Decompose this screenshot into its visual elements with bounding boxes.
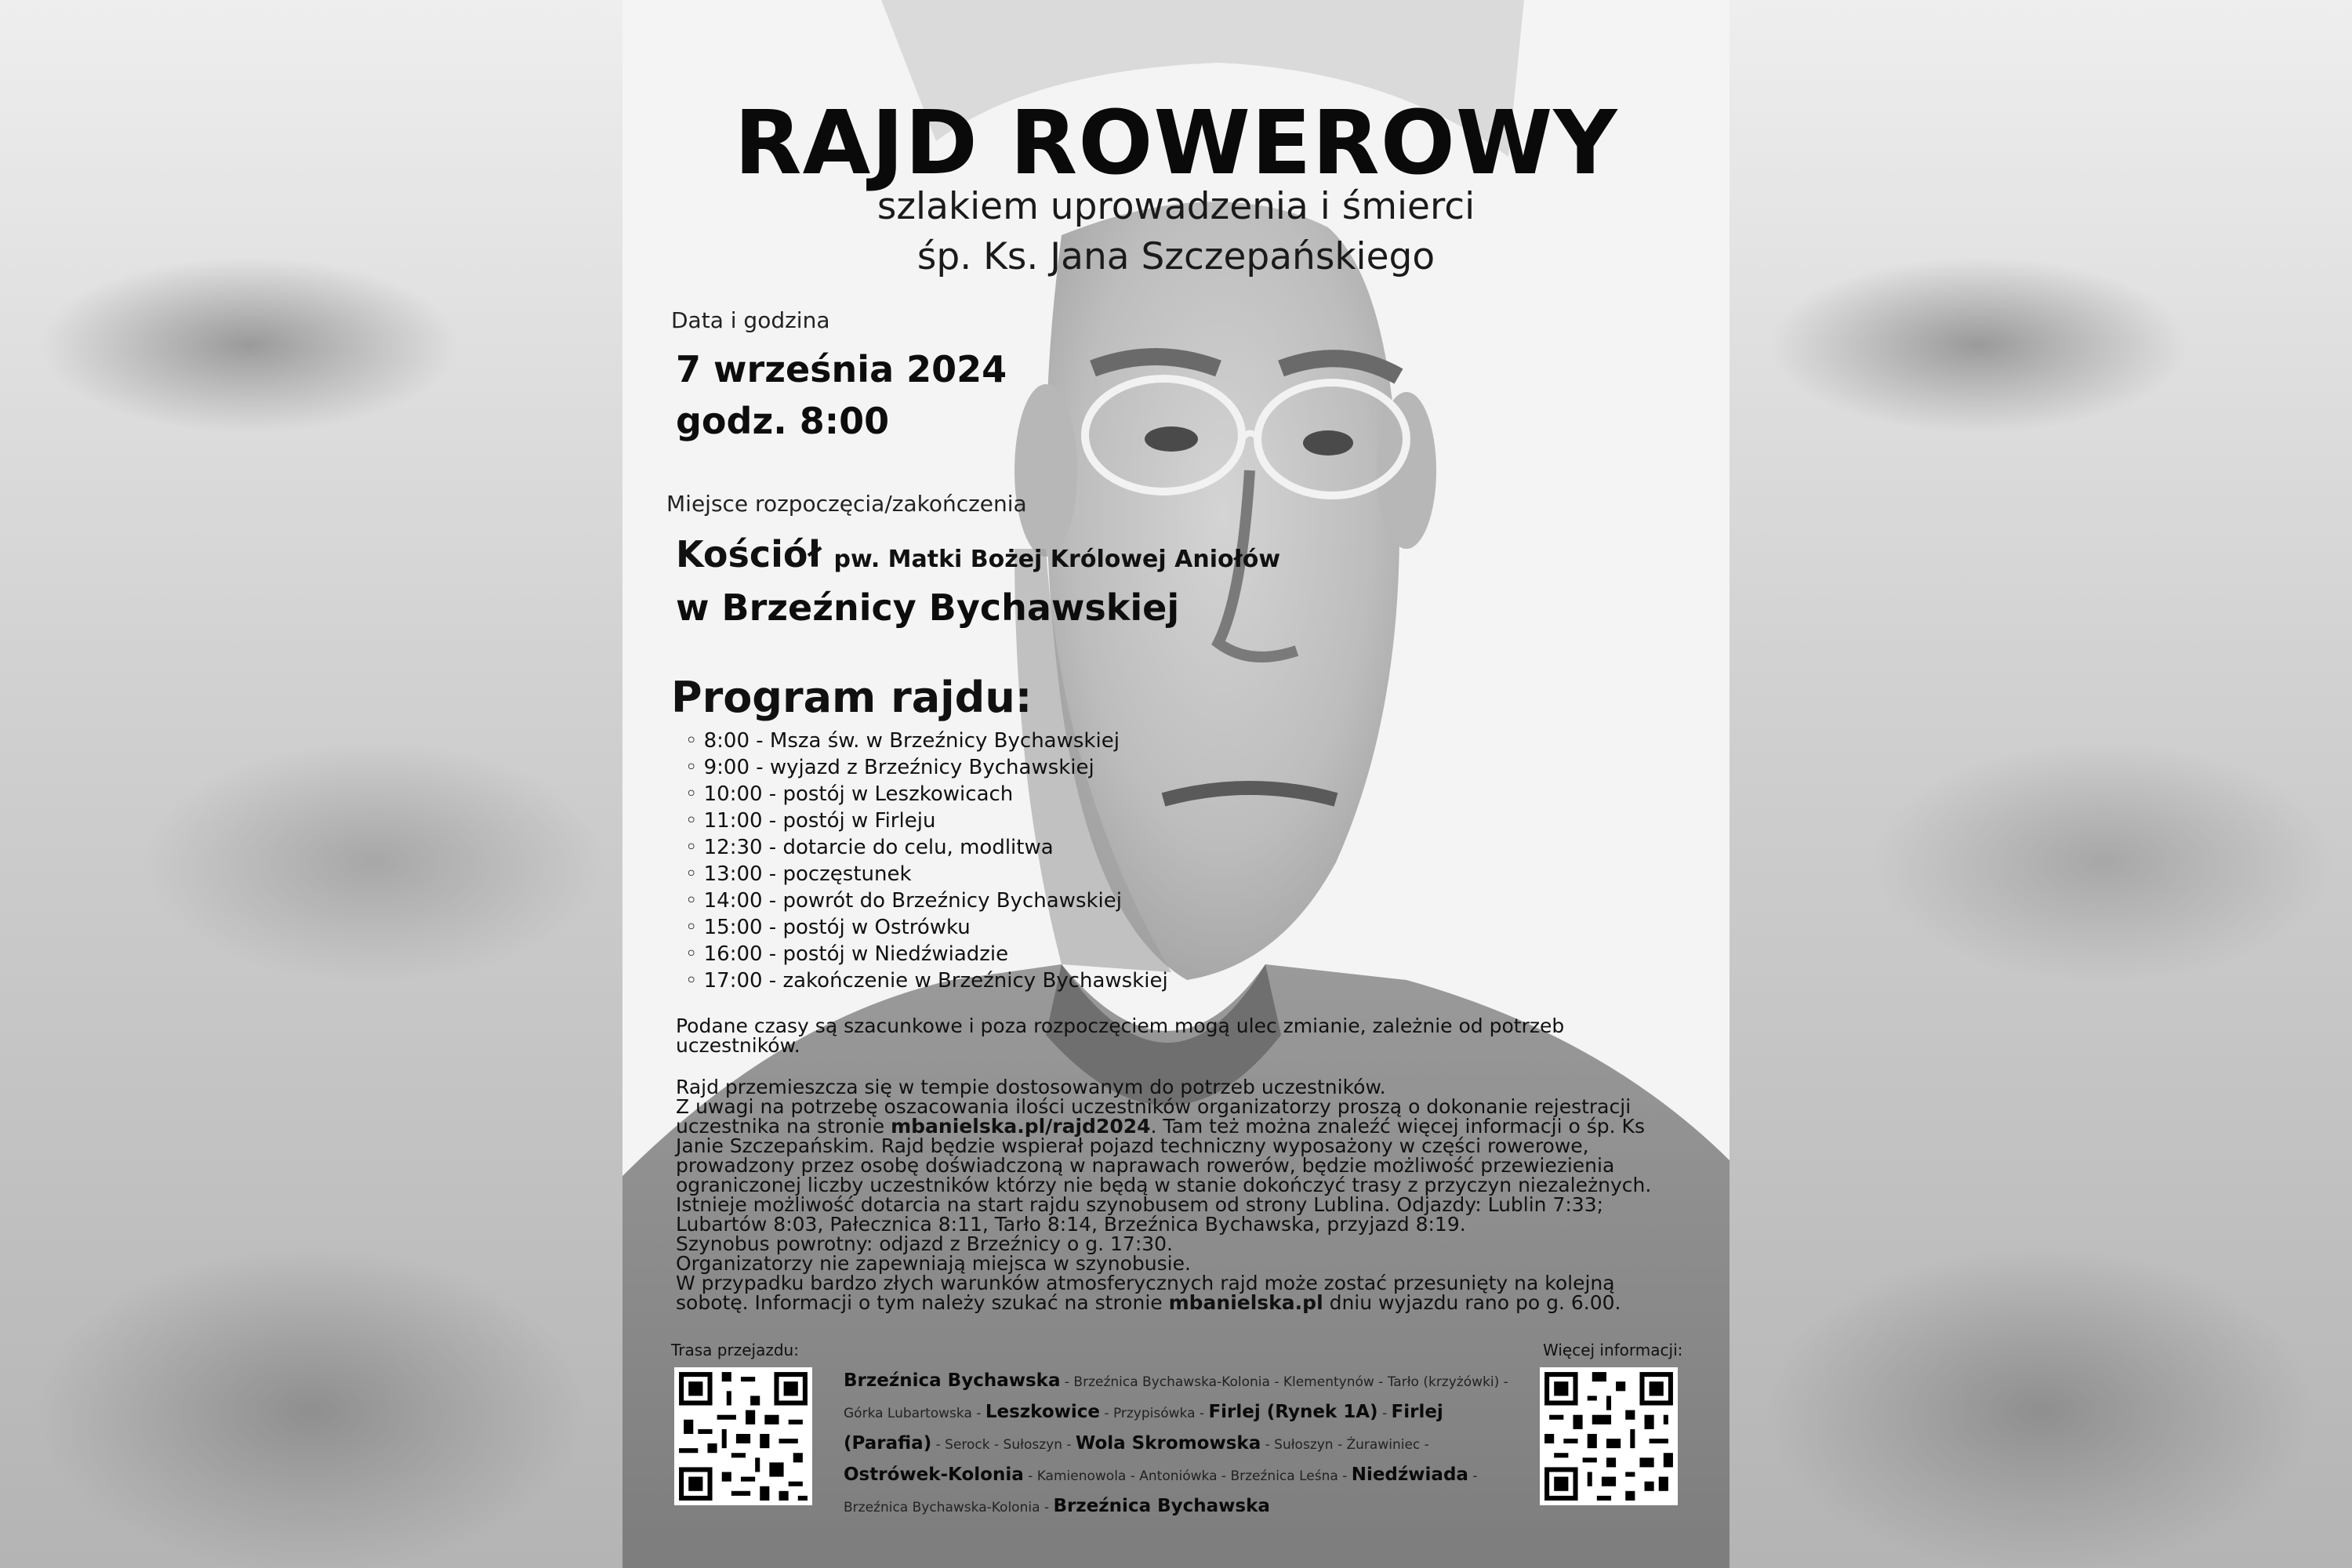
place-label: Miejsce rozpoczęcia/zakończenia: [666, 491, 1027, 517]
info-p5: Organizatorzy nie zapewniają miejsca w szynobusie.: [676, 1252, 1191, 1275]
route-stop: Firlej (Parafia): [844, 1402, 1443, 1454]
program-item: ◦ 9:00 - wyjazd z Brzeźnicy Bychawskiej: [685, 754, 1168, 781]
blurred-background-left: [0, 0, 622, 1568]
program-title: Program rajdu:: [671, 673, 1033, 722]
route-stop: Ostrówek-Kolonia: [844, 1465, 1024, 1485]
place-church-name: pw. Matki Bożej Królowej Aniołów: [833, 546, 1281, 573]
info-p6: W przypadku bardzo złych warunków atmosferycznych rajd może zostać przesunięty na kolejną sobotę. Informacji o tym należy szukać na stronie mbanielska.pl dniu wyjazdu rano po g. 6.00.: [676, 1272, 1621, 1314]
qr-code-info-icon[interactable]: [1540, 1367, 1678, 1505]
program-item: ◦ 12:30 - dotarcie do celu, modlitwa: [685, 834, 1168, 861]
date-label: Data i godzina: [671, 307, 830, 333]
info-qr-label: Więcej informacji:: [1543, 1341, 1683, 1359]
route-segment: - Sułoszyn - Żurawiniec -: [1261, 1437, 1429, 1453]
info-p4: Szynobus powrotny: odjazd z Brzeźnicy o g. 17:30.: [676, 1232, 1174, 1255]
program-item: ◦ 15:00 - postój w Ostrówku: [685, 914, 1168, 941]
poster-subtitle-line2: śp. Ks. Jana Szczepańskiego: [916, 235, 1436, 278]
route-segment: - Przypisówka -: [1100, 1406, 1209, 1421]
route-segment: - Brzeźnica Bychawska-Kolonia -: [844, 1468, 1478, 1515]
blurred-background-right: [1730, 0, 2352, 1568]
info-paragraphs: [676, 1077, 1679, 1312]
place-church-word: Kościół: [676, 533, 822, 575]
program-item: ◦ 16:00 - postój w Niedźwiadzie: [685, 941, 1168, 967]
registration-link[interactable]: mbanielska.pl/rajd2024: [891, 1115, 1151, 1138]
route-segment: - Kamienowola - Antoniówka - Brzeźnica Leśna -: [1023, 1468, 1352, 1484]
time-value: godz. 8:00: [676, 400, 890, 442]
route-stop: Leszkowice: [985, 1402, 1100, 1422]
route-stop: Niedźwiada: [1351, 1465, 1468, 1485]
info-p1: Rajd przemieszcza się w tempie dostosowanym do potrzeb uczestników.: [676, 1076, 1386, 1098]
route-qr-label: Trasa przejazdu:: [671, 1341, 799, 1359]
timing-note: Podane czasy są szacunkowe i poza rozpoczęciem mogą ulec zmianie, zależnie od potrzeb uczestników.: [676, 1014, 1565, 1057]
route-segment: - Serock - Sułoszyn -: [931, 1437, 1076, 1453]
route-description: [844, 1366, 1526, 1523]
program-item: ◦ 11:00 - postój w Firleju: [685, 808, 1168, 834]
route-stop: Firlej (Rynek 1A): [1208, 1402, 1378, 1422]
date-value: 7 września 2024: [676, 348, 1007, 390]
program-item: ◦ 17:00 - zakończenie w Brzeźnicy Bychawskiej: [685, 967, 1168, 994]
place-church: [676, 533, 1280, 575]
program-item: ◦ 8:00 - Msza św. w Brzeźnicy Bychawskiej: [685, 728, 1168, 754]
program-item: ◦ 13:00 - poczęstunek: [685, 861, 1168, 887]
poster: [622, 0, 1730, 1568]
program-list: [685, 728, 1168, 994]
route-stop: Brzeźnica Bychawska: [1053, 1496, 1270, 1516]
program-item: ◦ 14:00 - powrót do Brzeźnicy Bychawskiej: [685, 887, 1168, 914]
poster-title: RAJD ROWEROWY: [734, 93, 1618, 194]
route-segment: - Brzeźnica Bychawska-Kolonia - Klementynów - Tarło (krzyżówki) - Górka Lubartowska -: [844, 1374, 1508, 1421]
route-stop: Wola Skromowska: [1075, 1433, 1261, 1454]
route-segment: -: [1377, 1406, 1392, 1421]
info-p2: Z uwagi na potrzebę oszacowania ilości uczestników organizatorzy proszą o dokonanie rejestracji uczestnika na stronie mbanielska.pl/rajd2024. Tam też można znaleźć więcej informacji o śp. Ks Janie Szczepańskim. Rajd będzie wspierał pojazd techniczny wyposażony w części rowerowe, prowadzony przez osobę doświadczoną w naprawach rowerów, będzie możliwość przewiezienia ograniczonej liczby uczestników którzy nie będą w stanie dokończyć trasy z przyczyn niezależnych.: [676, 1095, 1652, 1196]
website-link[interactable]: mbanielska.pl: [1168, 1291, 1323, 1314]
qr-code-route-icon[interactable]: [674, 1367, 812, 1505]
program-item: ◦ 10:00 - postój w Leszkowicach: [685, 781, 1168, 808]
place-town: w Brzeźnicy Bychawskiej: [676, 586, 1180, 629]
poster-subtitle-line1: szlakiem uprowadzenia i śmierci: [877, 185, 1475, 228]
info-p3: Istnieje możliwość dotarcia na start rajdu szynobusem od strony Lublina. Odjazdy: Lublin 7:33; Lubartów 8:03, Pałecznica 8:11, Tarło 8:14, Brzeźnica Bychawska, przyjazd 8:19.: [676, 1193, 1604, 1236]
route-stop: Brzeźnica Bychawska: [844, 1370, 1061, 1391]
